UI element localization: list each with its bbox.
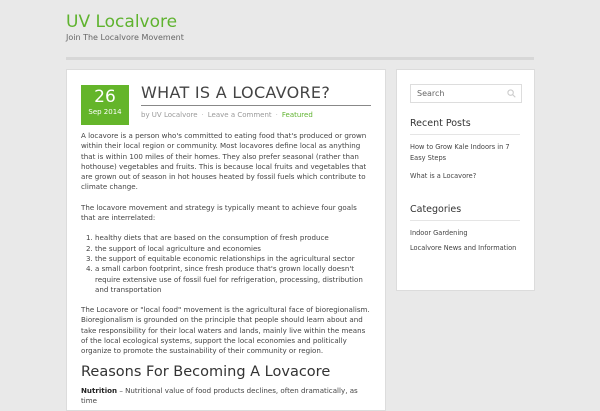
post-meta [141,111,313,119]
date-month: Sep 2014 [88,108,122,116]
site-tagline: Join The Localvore Movement [66,33,184,42]
goal-item: 3. the support of equitable economic relationships in the agricultural sector [95,254,373,264]
meta-separator: · [275,111,278,119]
goals-list [81,233,373,295]
site-title-link[interactable]: UV Localvore [66,12,178,32]
post-paragraph: The locavore movement and strategy is typically meant to achieve four goals that are interrelated: [81,202,357,223]
site-header [0,0,600,58]
reason-text: – Nutritional value of food products declines, often dramatically, as time [81,385,358,406]
post-content [81,131,373,411]
categories-title: Categories [410,204,462,215]
recent-post-link[interactable]: How to Grow Kale Indoors in 7 Easy Steps [410,143,510,162]
widget-divider [410,220,520,221]
search-icon[interactable] [507,89,516,98]
sidebar [396,69,535,291]
search-box [410,84,522,103]
reason-label: Nutrition [81,385,118,395]
goal-item: 4. a small carbon footprint, since fresh produce that's grown locally doesn't require extensive use of fossil fuel for refrigeration, processing, distribution and transportation [95,264,373,295]
post-paragraph: A locavore is a person who's committed to eating food that's produced or grown within their local region or community. Most locavores define local as anything that is within 100 miles of their homes. They also prefer seasonal (rather than hothouse) vegetables and fruits. This is because local fruits and vegetables that are grown out of season in hot houses heated by fossil fuels which contribute to climate change. [81,131,367,192]
post-card [66,69,386,411]
post-author: by UV Localvore [141,111,198,119]
leave-comment-link[interactable]: Leave a Comment [207,111,272,119]
category-link[interactable]: Indoor Gardening [410,229,468,237]
post-title: WHAT IS A LOCAVORE? [141,83,371,106]
reason-paragraph [81,386,373,407]
featured-category-link[interactable]: Featured [281,111,313,119]
category-link[interactable]: Localvore News and Information [410,244,517,252]
date-day: 26 [94,87,116,107]
goal-item: 2. the support of local agriculture and economies [95,244,373,254]
widget-divider [410,134,520,135]
goal-item: 1. healthy diets that are based on the consumption of fresh produce [95,233,373,243]
section-heading: Reasons For Becoming A Lovacore [81,363,331,380]
search-input[interactable] [417,85,503,102]
recent-post-link[interactable]: What is a Locavore? [410,172,477,180]
header-divider [66,57,534,60]
meta-separator: · [201,111,204,119]
post-paragraph: The Locavore or "local food" movement is the agricultural face of bioregionalism. Bioregionalism is grounded on the principle that people should learn about and take responsibility for their local waters and lands, mainly live within the means of the local ecological systems, support the local economies and politically organize to promote the sustainability of their community or region. [81,305,370,356]
recent-posts-title: Recent Posts [410,118,471,129]
date-badge [81,85,129,125]
